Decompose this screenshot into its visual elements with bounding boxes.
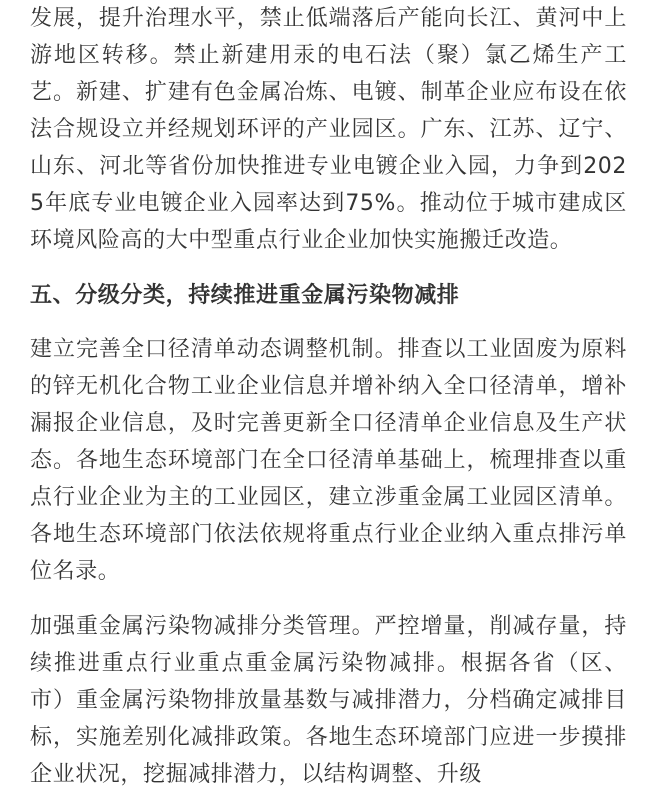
article-paragraph-1: 发展，提升治理水平，禁止低端落后产能向长江、黄河中上游地区转移。禁止新建用汞的电石法（聚）氯乙烯生产工艺。新建、扩建有色金属冶炼、电镀、制革企业应布设在依法合规设立并经规划环评的产业园区。广东、江苏、辽宁、山东、河北等省份加快推进专业电镀企业入园，力争到2025年底专业电镀企业入园率达到75%。推动位于城市建成区环境风险高的大中型重点行业企业加快实施搬迁改造。 xyxy=(30,6,627,253)
article-paragraph-2: 建立完善全口径清单动态调整机制。排查以工业固废为原料的锌无机化合物工业企业信息并增补纳入全口径清单，增补漏报企业信息，及时完善更新全口径清单企业信息及生产状态。各地生态环境部门在全口径清单基础上，梳理排查以重点行业企业为主的工业园区，建立涉重金属工业园区清单。各地生态环境部门依法依规将重点行业企业纳入重点排污单位名录。 xyxy=(30,337,627,584)
section-heading: 五、分级分类，持续推进重金属污染物减排 xyxy=(30,283,460,308)
article-paragraph-3: 加强重金属污染物减排分类管理。严控增量，削减存量，持续推进重点行业重点重金属污染物减排。根据各省（区、市）重金属污染物排放量基数与减排潜力，分档确定减排目标，实施差别化减排政策。各地生态环境部门应进一步摸排企业状况，挖掘减排潜力，以结构调整、升级 xyxy=(30,614,627,787)
